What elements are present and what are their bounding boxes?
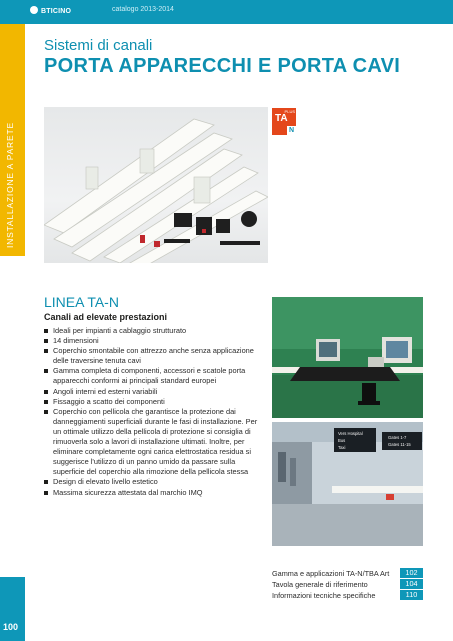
reference-row[interactable] <box>272 590 423 601</box>
logo-plus-text: PLUS <box>284 109 295 114</box>
feature-item: Massima sicurezza attestata dal marchio IMQ <box>44 488 266 498</box>
reference-table <box>272 568 423 601</box>
reference-page: 110 <box>400 590 423 600</box>
logo-main-text: TA <box>275 113 288 124</box>
top-bar <box>0 0 453 24</box>
reference-row[interactable] <box>272 568 423 579</box>
feature-item: Fissaggio a scatto dei componenti <box>44 397 266 407</box>
brand-logo <box>30 6 71 15</box>
feature-item: Gamma completa di componenti, accessori e scatole porta apparecchi conformi ai principali standard europei <box>44 366 266 386</box>
brand-mark-icon <box>30 6 38 14</box>
reference-label: Tavola generale di riferimento <box>272 580 368 589</box>
product-photo <box>44 107 268 263</box>
sign-bus: Bus <box>338 438 346 443</box>
feature-item: Coperchio con pellicola che garantisce la protezione dai danneggiamenti superficiali durante le fasi di installazione. Per un ottimale utilizzo della pellicola di protezione si consiglia di rimuoverla solo a lavori di installazione ultimati. Inoltre, per eliminare completamente ogni carica elettrostatica residua si suggerisce l'utilizzo di un panno umido da passare sulla superficie del coperchio alla rimozione della pellicola stessa <box>44 407 266 478</box>
logo-badge: N <box>288 127 295 134</box>
reference-page: 102 <box>400 568 423 578</box>
reference-page: 104 <box>400 579 423 589</box>
sign-vers-hospital: Vers Hospital <box>338 431 363 436</box>
airport-corridor-photo <box>272 422 423 546</box>
page-number: 100 <box>3 622 19 632</box>
reference-label: Gamma e applicazioni TA-N/TBA Art <box>272 569 390 578</box>
office-installation-photo <box>272 297 423 418</box>
sign-gates-11-15: Gates 11-15 <box>388 442 411 447</box>
feature-list <box>44 326 266 498</box>
product-line-subtitle: Canali ad elevate prestazioni <box>44 312 168 322</box>
feature-item: Ideali per impianti a cablaggio strutturato <box>44 326 266 336</box>
page-title: PORTA APPARECCHI E PORTA CAVI <box>44 55 401 77</box>
section-sidebar <box>0 24 25 641</box>
airport-corridor-illustration <box>272 422 423 546</box>
sign-gates-1-7: Gates 1-7 <box>388 435 407 440</box>
sign-taxi: Taxi <box>338 445 346 450</box>
section-tab-label: INSTALLAZIONE A PARETE <box>5 122 15 248</box>
ta-plus-logo <box>272 108 296 135</box>
office-installation-illustration <box>272 297 423 418</box>
reference-label: Informazioni tecniche specifiche <box>272 591 376 600</box>
page-subtitle: Sistemi di canali <box>44 37 153 54</box>
feature-item: Coperchio smontabile con attrezzo anche senza applicazione delle traversine tenuta cavi <box>44 346 266 366</box>
product-line-title: LINEA TA-N <box>44 294 119 310</box>
feature-item: Angoli interni ed esterni variabili <box>44 387 266 397</box>
feature-item: 14 dimensioni <box>44 336 266 346</box>
catalog-label: catalogo 2013-2014 <box>112 6 174 13</box>
feature-item: Design di elevato livello estetico <box>44 477 266 487</box>
product-photo-illustration <box>44 107 268 263</box>
reference-row[interactable] <box>272 579 423 590</box>
brand-name: BTICINO <box>41 8 72 15</box>
